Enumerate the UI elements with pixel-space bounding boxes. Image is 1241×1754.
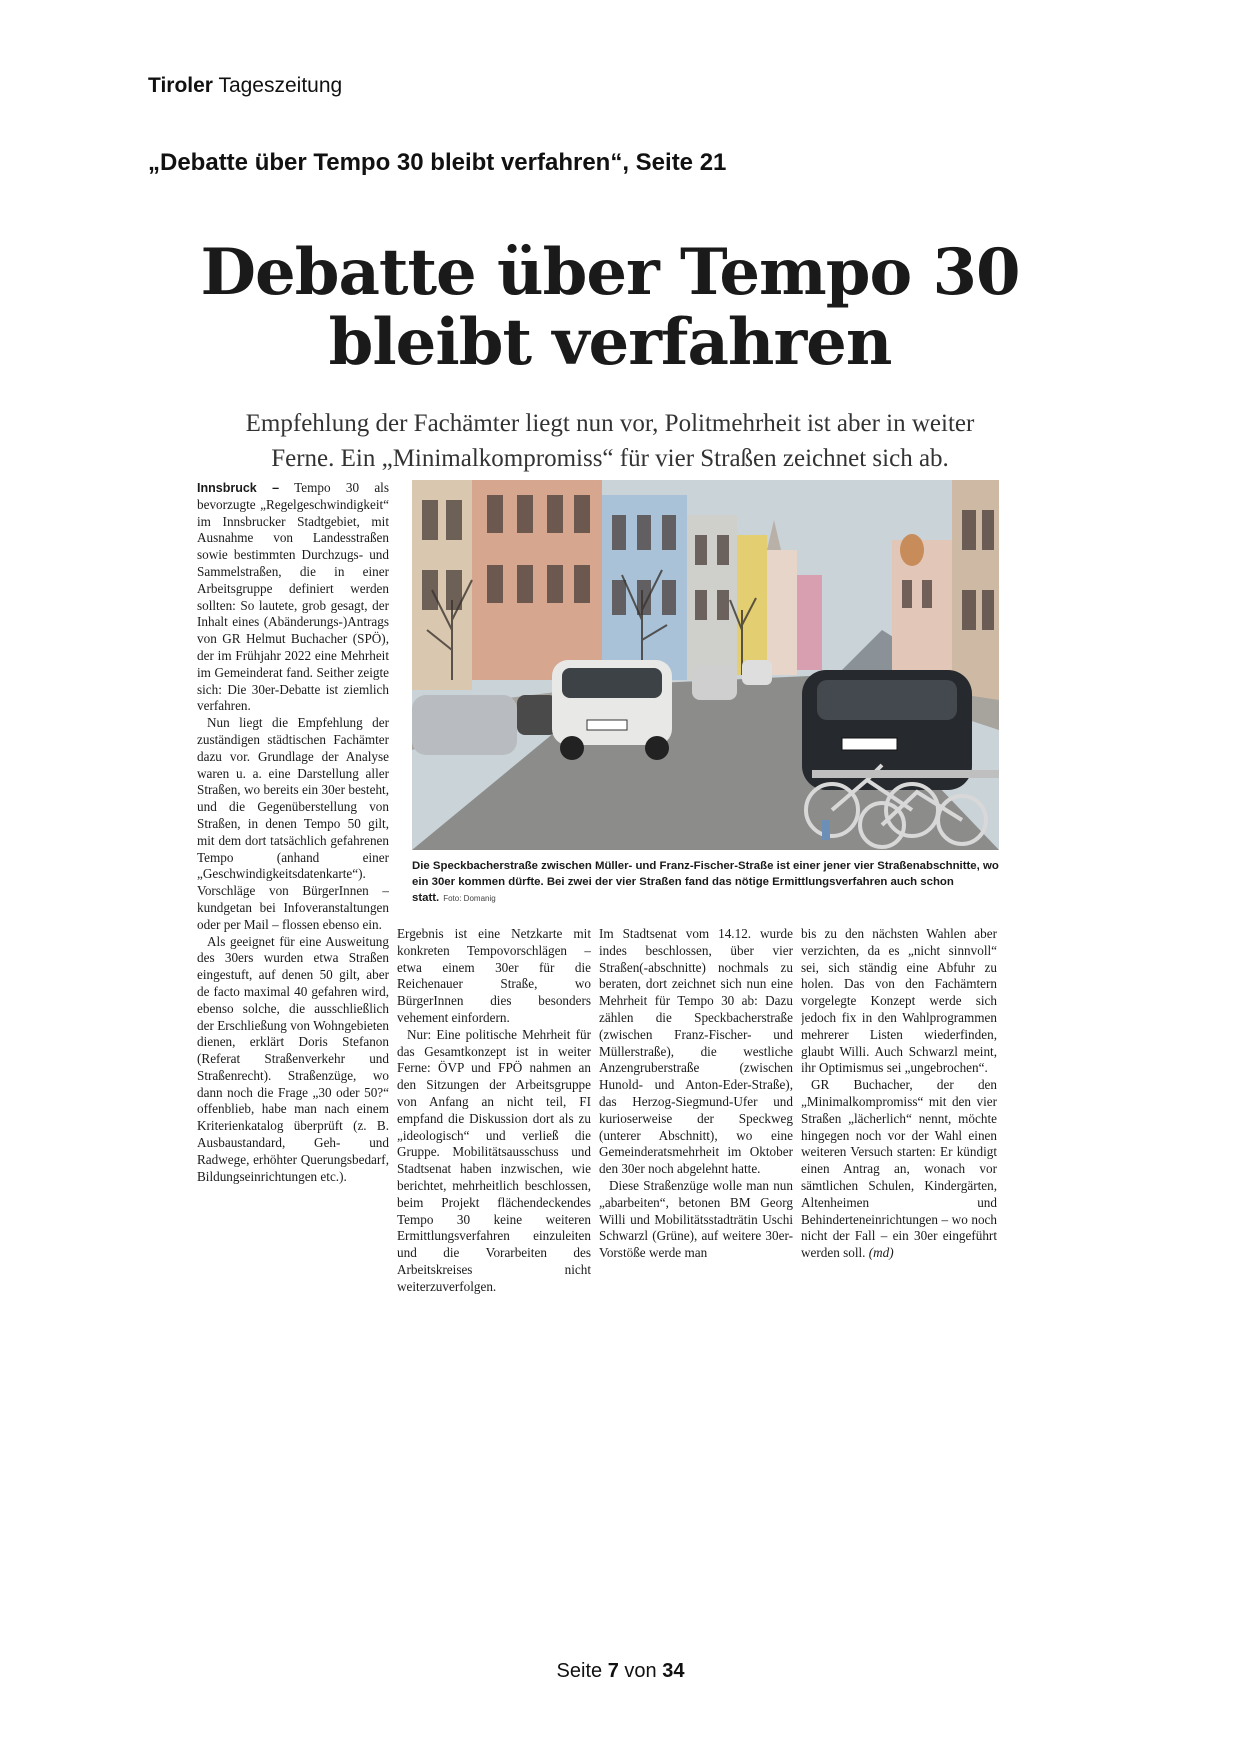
newspaper-clipping: [185, 228, 1035, 1328]
author-signature: (md): [868, 1245, 894, 1261]
column-4-paragraph-2-text: GR Buchacher, der den „Minimalkompromiss“ mit den vier Straßen „lächerlich“ nennt, möchte hingegen noch vor der Wahl einen weiteren Versuch starten: Er kündigt einen Antrag an, wonach vor sämtlichen Schulen, Kindergärten, Altenheimen und Behinderteneinrichtungen – wo noch nicht der Fall – ein 30er eingeführt werden soll.: [801, 1077, 997, 1261]
article-column-1: [197, 480, 389, 1314]
article-column-2: [397, 926, 591, 1314]
page-total: 34: [662, 1660, 685, 1682]
article-headline: [185, 235, 1035, 380]
column-2-paragraph-1: Ergebnis ist eine Netzkarte mit konkreten Tempovorschlägen – etwa einem 30er für die Reichenauer Straße, wo BürgerInnen dies besonders vehement einfordern.: [397, 926, 591, 1025]
document-title: „Debatte über Tempo 30 bleibt verfahren“, Seite 21: [148, 149, 727, 176]
caption-text: Die Speckbacherstraße zwischen Müller- und Franz-Fischer-Straße ist einer jener vier Straßenabschnitte, wo ein 30er kommen dürfte. Bei zwei der vier Straßen fand das nötige Ermittlungsverfahren auch schon statt.: [412, 860, 999, 904]
photo-caption: [412, 858, 999, 907]
column-1-paragraph-2: Nun liegt die Empfehlung der zuständigen städtischen Fachämter dazu vor. Grundlage der Analyse waren u. a. eine Darstellung aller Straßen, wo bereits ein 30er besteht, und die Gegenüberstellung von Straßen, in denen Tempo 50 gilt, mit dem dort tatsächlich gefahrenen Tempo (anhand einer „Geschwindigkeitsdatenkarte“). Vorschläge von BürgerInnen – kundgetan bei Infoveranstaltungen oder per Mail – flossen ebenso ein.: [197, 715, 389, 932]
article-subhead: [185, 406, 1035, 476]
subhead-line-2: Ferne. Ein „Minimalkompromiss“ für vier Straßen zeichnet sich ab.: [271, 445, 949, 472]
photo-credit: Foto: Domanig: [443, 894, 496, 903]
page-current: 7: [607, 1660, 619, 1682]
dateline: Innsbruck –: [197, 481, 280, 495]
headline-line-2: bleibt verfahren: [328, 305, 892, 380]
column-2-paragraph-2: Nur: Eine politische Mehrheit für das Gesamtkonzept ist in weiter Ferne: ÖVP und FPÖ nahmen an den Sitzungen der Arbeitsgruppe von Anfang an nicht teil, FI empfand die Diskussion dort als zu „ideologisch“ und verließ die Gruppe. Mobilitätsausschuss und Stadtsenat haben inzwischen, wie berichtet, mehrheitlich beschlossen, beim Projekt flächendeckendes Tempo 30 keine weiteren Ermittlungsverfahren einzuleiten und die Vorarbeiten des Arbeitskreises nicht weiterzuverfolgen.: [397, 1026, 591, 1294]
column-3-paragraph-2: Diese Straßenzüge wolle man nun „abarbeiten“, betonen BM Georg Willi und Mobilitätsstadträtin Uschi Schwarzl (Grüne), auf weitere 30er-Vorstöße werde man: [599, 1177, 793, 1261]
headline-line-1: Debatte über Tempo 30: [200, 235, 1020, 310]
column-1-paragraph-3: Als geeignet für eine Ausweitung des 30ers wurden etwa Straßen eingestuft, auf denen 50 gilt, aber de facto maximal 40 gefahren wird, ebenso solche, die ausschließlich der Erschließung von Wohngebieten dienen, erklärt Doris Stefanon (Referat Straßenverkehr und Straßenrecht). Straßenzüge, wo dann noch die Frage „30 oder 50?“ offenblieb, habe man nach einem Kriterienkatalog überprüft (z. B. Ausbaustandard, Geh- und Radwege, erhöhter Querungsbedarf, Bildungseinrichtungen etc.).: [197, 933, 389, 1184]
page-footer: [0, 1660, 1241, 1683]
column-1-paragraph-1-text: Tempo 30 als bevorzugte „Regelgeschwindigkeit“ im Innsbrucker Stadtgebiet, mit Ausnahme von Landesstraßen sowie bestimmten Durchzugs- und Sammelstraßen, die in einer Arbeitsgruppe definiert werden sollten: So lautete, grob gesagt, der Inhalt eines (Abänderungs-)Antrags von GR Helmut Buchacher (SPÖ), der im Frühjahr 2022 eine Mehrheit im Gemeinderat fand. Seither zeigte sich: Die 30er-Debatte ist ziemlich verfahren.: [197, 480, 389, 714]
column-3-paragraph-1: Im Stadtsenat vom 14.12. wurde indes beschlossen, über vier Straßen(-abschnitte) nochmals zu beraten, dort zeichnet sich nun eine Mehrheit für Tempo 30 ab: Dazu zählen die Speckbacherstraße (zwischen Franz-Fischer- und Müllerstraße), die westliche Anzengruberstraße (zwischen Hunold- und Anton-Eder-Straße), das Herzog-Siegmund-Ufer und kurioserweise der Speckweg (unterer Abschnitt), wo eine Gemeinderatsmehrheit im Oktober den 30er noch abgelehnt hatte.: [599, 926, 793, 1177]
publication-header: [148, 74, 342, 98]
subhead-line-1: Empfehlung der Fachämter liegt nun vor, Politmehrheit ist aber in weiter: [245, 410, 975, 437]
article-column-3: [599, 926, 793, 1314]
page-prefix: Seite: [556, 1660, 603, 1682]
column-1-paragraph-1: [197, 480, 389, 715]
publication-name-bold: Tiroler: [148, 74, 213, 97]
page-mid: von: [624, 1660, 657, 1682]
publication-name-rest: Tageszeitung: [218, 74, 343, 97]
column-4-paragraph-2: [801, 1077, 997, 1262]
street-photo: [412, 480, 999, 850]
column-4-paragraph-1: bis zu den nächsten Wahlen aber verzichten, da es „nicht sinnvoll“ sei, sich ständig eine Abfuhr zu holen. Das von den Fachämtern vorgelegte Konzept werde sich jedoch fix in den Wahlprogrammen mehrerer Listen wiederfinden, glaubt Willi. Auch Schwarzl meint, ihr Optimismus sei „ungebrochen“.: [801, 926, 997, 1076]
article-column-4: [801, 926, 997, 1314]
